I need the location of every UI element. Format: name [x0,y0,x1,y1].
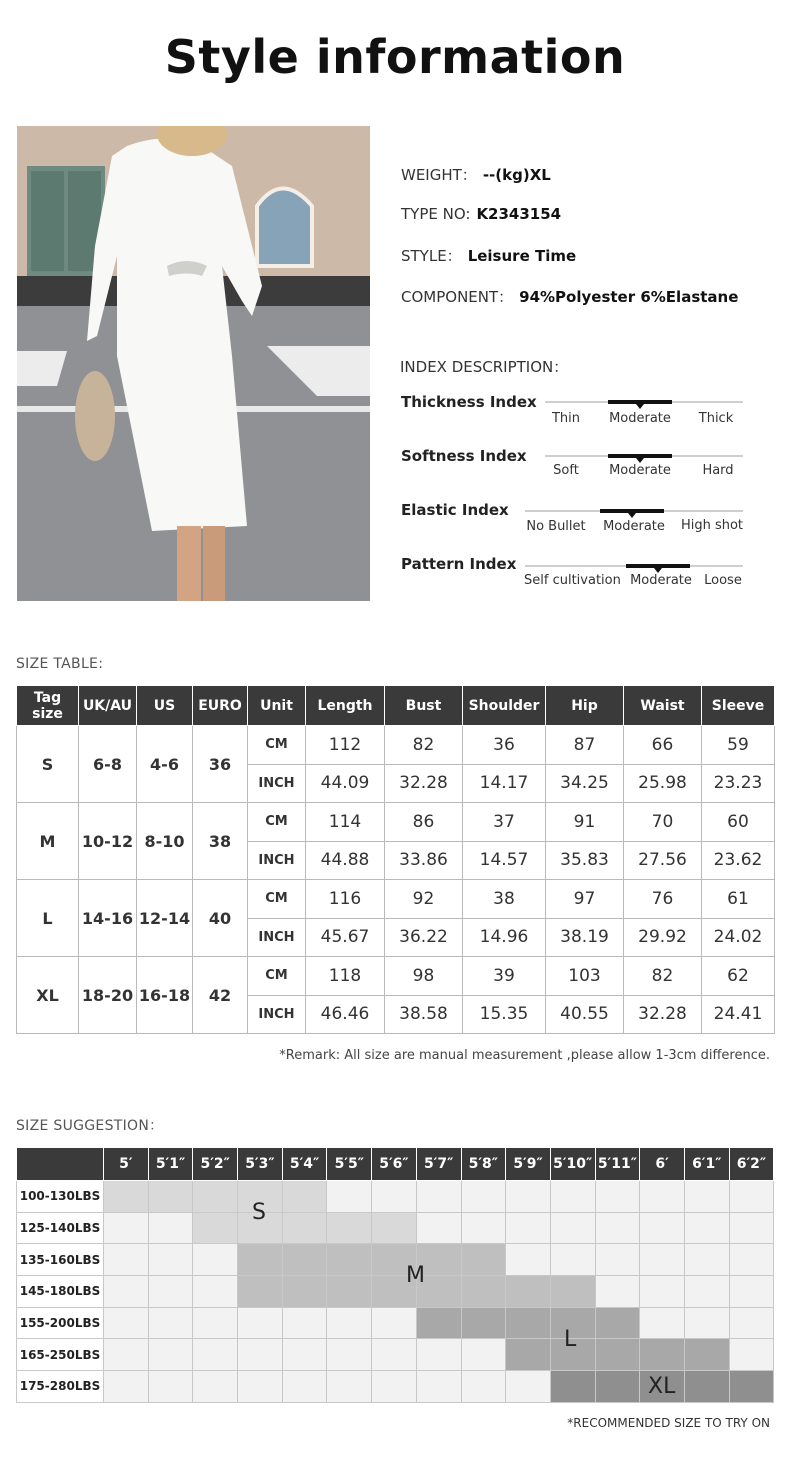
suggestion-cell [148,1371,193,1403]
tag-size-cell: L [17,880,79,957]
suggestion-cell [193,1181,238,1213]
suggestion-corner-cell [17,1148,104,1181]
tag-size-cell: M [17,803,79,880]
suggestion-cell [282,1339,327,1371]
measurement-remark: *Remark: All size are manual measurement ,please allow 1-3cm difference. [279,1048,770,1063]
uk-au-cell: 6-8 [79,726,137,803]
elastic-pointer-icon [628,513,636,518]
suggestion-cell [595,1244,640,1276]
euro-cell: 42 [193,957,248,1034]
zone-label-m: M [406,1263,425,1288]
suggestion-cell [595,1371,640,1403]
euro-cell: 40 [193,880,248,957]
suggestion-cell [282,1244,327,1276]
suggestion-cell [729,1212,774,1244]
suggestion-cell [640,1276,685,1308]
suggestion-cell [595,1276,640,1308]
suggestion-cell [327,1212,372,1244]
us-cell: 4-6 [137,726,193,803]
size-table-label: SIZE TABLE: [16,656,104,672]
suggestion-cell [684,1307,729,1339]
size-table-header [17,686,775,726]
weight-label-cell: 135-160LBS [17,1244,104,1276]
sleeve-cell: 62 [702,957,775,996]
weight-label-cell: 175-280LBS [17,1371,104,1403]
suggestion-cell [104,1371,149,1403]
waist-cell: 66 [624,726,702,765]
thickness-pointer-icon [636,404,644,409]
suggestion-cell [193,1371,238,1403]
weight-label-cell: 125-140LBS [17,1212,104,1244]
suggestion-cell [640,1212,685,1244]
suggestion-header-row [17,1148,774,1181]
component-value: 94%Polyester 6%Elastane [519,288,739,306]
length-cell: 44.09 [306,764,385,803]
type-label: TYPE NO: [401,205,471,223]
suggestion-cell [104,1307,149,1339]
pattern-option-moderate: Moderate [630,573,692,588]
bust-cell: 36.22 [385,918,463,957]
hip-cell: 40.55 [546,995,624,1034]
thickness-option-moderate: Moderate [609,411,671,426]
pattern-option-loose: Loose [704,573,742,588]
header-euro: EURO [193,686,248,726]
height-header-cell: 5′8″ [461,1148,506,1181]
suggestion-cell [238,1244,283,1276]
size-suggestion-label: SIZE SUGGESTION： [16,1118,164,1134]
suggestion-cell [282,1181,327,1213]
suggestion-cell [595,1212,640,1244]
suggestion-cell [461,1371,506,1403]
header-us: US [137,686,193,726]
size-suggestion-grid [16,1147,774,1403]
unit-cell: CM [248,880,306,919]
header-bust: Bust [385,686,463,726]
sleeve-cell: 23.23 [702,764,775,803]
suggestion-cell [684,1181,729,1213]
suggestion-cell [729,1307,774,1339]
us-cell: 16-18 [137,957,193,1034]
bust-cell: 82 [385,726,463,765]
uk-au-cell: 18-20 [79,957,137,1034]
header-waist: Waist [624,686,702,726]
height-header-cell: 5′9″ [506,1148,551,1181]
suggestion-cell [416,1181,461,1213]
length-cell: 46.46 [306,995,385,1034]
table-row [17,1244,774,1276]
unit-cell: CM [248,803,306,842]
height-header-cell: 5′10″ [550,1148,595,1181]
suggestion-cell [148,1276,193,1308]
shoulder-cell: 38 [463,880,546,919]
hip-cell: 91 [546,803,624,842]
softness-option-moderate: Moderate [609,463,671,478]
suggestion-cell [506,1212,551,1244]
waist-cell: 29.92 [624,918,702,957]
tag-size-cell: S [17,726,79,803]
table-row [17,957,775,996]
length-cell: 114 [306,803,385,842]
zone-label-xl: XL [648,1374,676,1399]
hip-cell: 97 [546,880,624,919]
height-header-cell: 5′5″ [327,1148,372,1181]
height-header-cell: 5′ [104,1148,149,1181]
length-cell: 112 [306,726,385,765]
length-cell: 116 [306,880,385,919]
height-header-cell: 6′ [640,1148,685,1181]
suggestion-cell [416,1371,461,1403]
suggestion-cell [193,1276,238,1308]
shoulder-cell: 37 [463,803,546,842]
hip-cell: 34.25 [546,764,624,803]
bust-cell: 38.58 [385,995,463,1034]
suggestion-cell [193,1307,238,1339]
header-hip: Hip [546,686,624,726]
suggestion-cell [595,1307,640,1339]
zone-label-l: L [564,1327,577,1352]
shoulder-cell: 39 [463,957,546,996]
header-unit: Unit [248,686,306,726]
table-row [17,726,775,765]
length-cell: 44.88 [306,841,385,880]
thickness-option-thin: Thin [551,411,581,426]
suggestion-cell [595,1181,640,1213]
us-cell: 12-14 [137,880,193,957]
suggestion-cell [461,1244,506,1276]
suggestion-cell [461,1181,506,1213]
suggestion-cell [640,1339,685,1371]
suggestion-cell [684,1212,729,1244]
suggestion-cell [282,1212,327,1244]
height-header-cell: 5′2″ [193,1148,238,1181]
height-header-cell: 5′7″ [416,1148,461,1181]
suggestion-cell [640,1181,685,1213]
suggestion-cell [372,1371,417,1403]
unit-cell: INCH [248,995,306,1034]
style-value: Leisure Time [467,247,577,265]
suggestion-cell [238,1276,283,1308]
suggestion-cell [595,1339,640,1371]
suggestion-cell [461,1212,506,1244]
softness-index-label: Softness Index [401,447,527,465]
weight-label-cell: 155-200LBS [17,1307,104,1339]
tag-size-cell: XL [17,957,79,1034]
suggestion-cell [640,1307,685,1339]
suggestion-cell [729,1339,774,1371]
shoulder-cell: 14.96 [463,918,546,957]
suggestion-cell [104,1276,149,1308]
uk-au-cell: 10-12 [79,803,137,880]
height-header-cell: 5′3″ [238,1148,283,1181]
bust-cell: 98 [385,957,463,996]
thickness-index-label: Thickness Index [401,393,537,411]
header-tag-size: Tag size [17,686,79,726]
suggestion-cell [148,1307,193,1339]
suggestion-cell [461,1276,506,1308]
suggestion-cell [550,1276,595,1308]
hip-cell: 87 [546,726,624,765]
suggestion-cell [506,1181,551,1213]
style-label: STYLE： [401,247,462,265]
bust-cell: 86 [385,803,463,842]
style-info [401,245,576,266]
unit-cell: CM [248,726,306,765]
unit-cell: INCH [248,841,306,880]
table-row [17,1181,774,1213]
suggestion-cell [416,1212,461,1244]
softness-option-hard: Hard [702,463,734,478]
weight-label: WEIGHT： [401,166,477,184]
table-row [17,1212,774,1244]
elastic-option-high-shot: High shot [680,518,744,533]
page-title: Style information [164,30,626,84]
bust-cell: 33.86 [385,841,463,880]
suggestion-cell [372,1181,417,1213]
elastic-option-no-bullet: No Bullet [526,519,586,534]
suggestion-cell [372,1339,417,1371]
height-header-cell: 5′4″ [282,1148,327,1181]
height-header-cell: 5′6″ [372,1148,417,1181]
weight-label-cell: 165-250LBS [17,1339,104,1371]
suggestion-cell [729,1371,774,1403]
weight-label-cell: 145-180LBS [17,1276,104,1308]
header-uk-au: UK/AU [79,686,137,726]
suggestion-cell [550,1212,595,1244]
header-length: Length [306,686,385,726]
suggestion-cell [372,1307,417,1339]
table-row [17,1339,774,1371]
component-info [401,286,738,307]
sleeve-cell: 23.62 [702,841,775,880]
suggestion-cell [372,1212,417,1244]
suggestion-cell [327,1371,372,1403]
weight-value: --(kg)XL [482,166,551,184]
hip-cell: 38.19 [546,918,624,957]
size-table [16,685,775,1034]
suggestion-cell [104,1181,149,1213]
us-cell: 8-10 [137,803,193,880]
recommended-note: *RECOMMENDED SIZE TO TRY ON [567,1416,770,1430]
product-photo [17,126,370,601]
height-header-cell: 5′11″ [595,1148,640,1181]
suggestion-cell [506,1307,551,1339]
zone-label-s: S [252,1200,266,1225]
type-info [401,205,561,223]
hip-cell: 35.83 [546,841,624,880]
table-row [17,1307,774,1339]
bust-cell: 92 [385,880,463,919]
header-sleeve: Sleeve [702,686,775,726]
index-heading: INDEX DESCRIPTION： [400,358,569,376]
suggestion-cell [506,1371,551,1403]
suggestion-cell [148,1181,193,1213]
suggestion-cell [148,1339,193,1371]
suggestion-cell [550,1371,595,1403]
shoulder-cell: 36 [463,726,546,765]
suggestion-cell [327,1307,372,1339]
uk-au-cell: 14-16 [79,880,137,957]
suggestion-cell [640,1244,685,1276]
waist-cell: 70 [624,803,702,842]
suggestion-cell [684,1244,729,1276]
suggestion-cell [506,1276,551,1308]
hip-cell: 103 [546,957,624,996]
table-row [17,1276,774,1308]
length-cell: 118 [306,957,385,996]
suggestion-cell [104,1212,149,1244]
suggestion-cell [684,1339,729,1371]
suggestion-cell [729,1276,774,1308]
sleeve-cell: 59 [702,726,775,765]
suggestion-cell [238,1307,283,1339]
suggestion-cell [193,1339,238,1371]
unit-cell: CM [248,957,306,996]
waist-cell: 27.56 [624,841,702,880]
suggestion-cell [238,1339,283,1371]
suggestion-cell [327,1276,372,1308]
bust-cell: 32.28 [385,764,463,803]
euro-cell: 38 [193,803,248,880]
table-row [17,880,775,919]
sleeve-cell: 60 [702,803,775,842]
suggestion-cell [193,1212,238,1244]
suggestion-cell [193,1244,238,1276]
length-cell: 45.67 [306,918,385,957]
suggestion-cell [550,1244,595,1276]
height-header-cell: 6′2″ [729,1148,774,1181]
suggestion-cell [506,1244,551,1276]
suggestion-cell [282,1307,327,1339]
suggestion-cell [327,1181,372,1213]
unit-cell: INCH [248,918,306,957]
header-shoulder: Shoulder [463,686,546,726]
shoulder-cell: 14.17 [463,764,546,803]
waist-cell: 25.98 [624,764,702,803]
suggestion-cell [684,1276,729,1308]
suggestion-cell [238,1371,283,1403]
euro-cell: 36 [193,726,248,803]
height-header-cell: 5′1″ [148,1148,193,1181]
weight-info [401,164,551,185]
type-value: K2343154 [476,205,562,223]
suggestion-cell [550,1181,595,1213]
suggestion-cell [729,1181,774,1213]
shoulder-cell: 15.35 [463,995,546,1034]
suggestion-cell [327,1244,372,1276]
component-label: COMPONENT： [401,288,514,306]
suggestion-cell [506,1339,551,1371]
table-row [17,803,775,842]
sleeve-cell: 61 [702,880,775,919]
suggestion-cell [282,1276,327,1308]
sleeve-cell: 24.02 [702,918,775,957]
softness-option-soft: Soft [553,463,579,478]
suggestion-cell [282,1371,327,1403]
suggestion-cell [461,1307,506,1339]
suggestion-cell [416,1339,461,1371]
suggestion-cell [729,1244,774,1276]
thickness-option-thick: Thick [698,411,734,426]
weight-label-cell: 100-130LBS [17,1181,104,1213]
suggestion-cell [327,1339,372,1371]
unit-cell: INCH [248,764,306,803]
suggestion-cell [148,1244,193,1276]
suggestion-cell [104,1339,149,1371]
shoulder-cell: 14.57 [463,841,546,880]
waist-cell: 82 [624,957,702,996]
suggestion-cell [416,1307,461,1339]
suggestion-cell [461,1339,506,1371]
suggestion-cell [684,1371,729,1403]
waist-cell: 76 [624,880,702,919]
sleeve-cell: 24.41 [702,995,775,1034]
elastic-index-label: Elastic Index [401,501,509,519]
suggestion-cell [148,1212,193,1244]
suggestion-cell [104,1244,149,1276]
height-header-cell: 6′1″ [684,1148,729,1181]
pattern-index-label: Pattern Index [401,555,517,573]
pattern-option-self-cultivation: Self cultivation [524,573,621,588]
elastic-option-moderate: Moderate [603,519,665,534]
waist-cell: 32.28 [624,995,702,1034]
